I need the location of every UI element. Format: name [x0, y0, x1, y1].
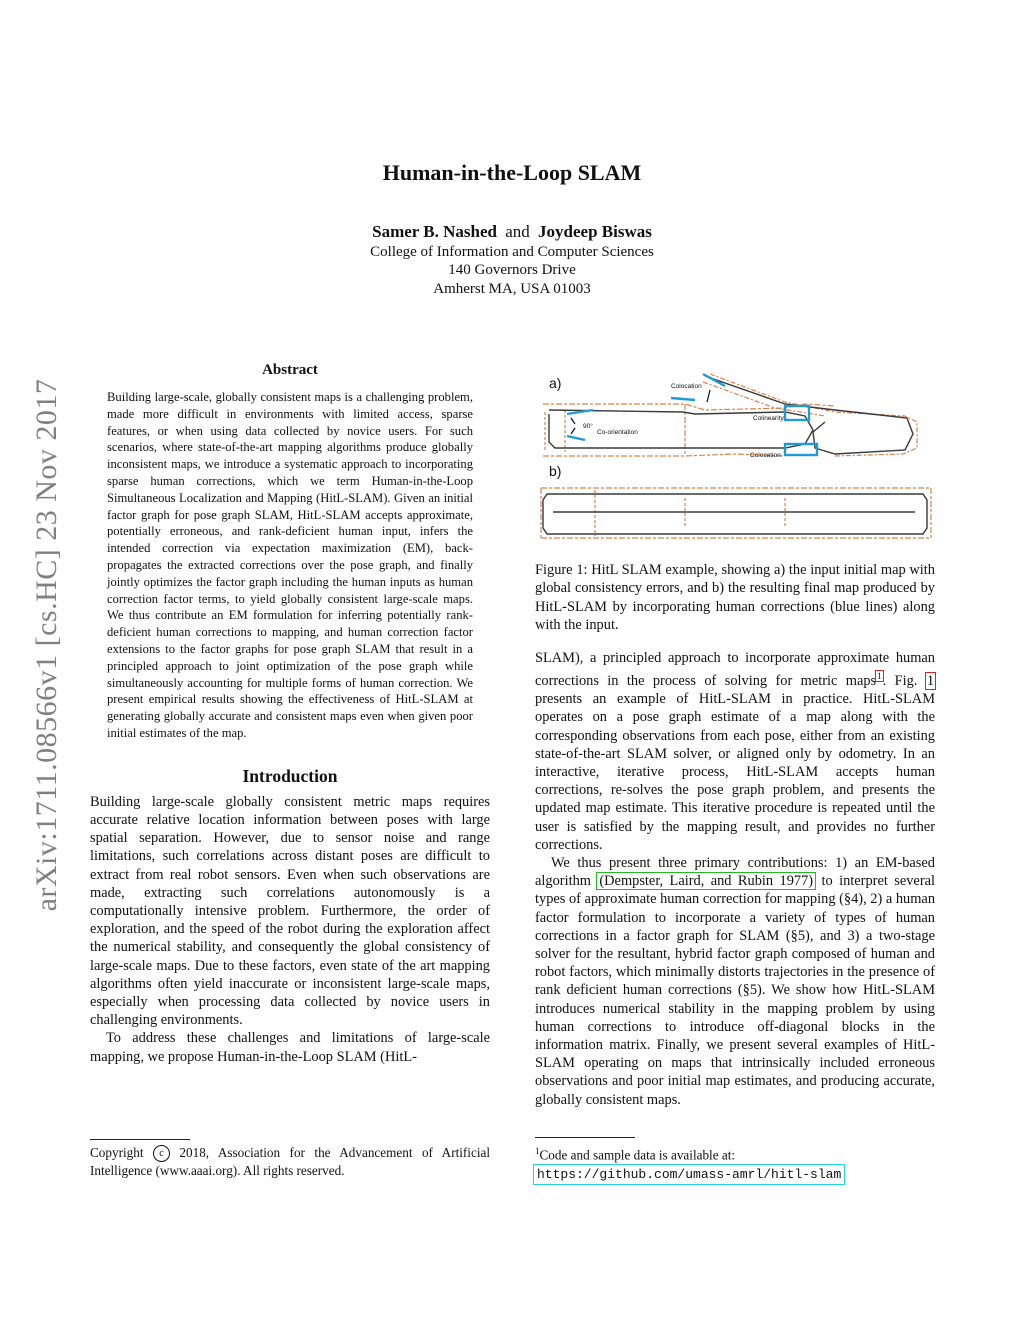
- footnote-1: [535, 1143, 935, 1183]
- right-paragraph-2: We thus present three primary contributions: 1) an EM-based algorithm (Dempster, Laird, and Rubin 1977) to interpret several types of approximate human correction for mapping (§4), 2) a human factor formulation to incorporate a variety of types of human corrections in a factor graph for SLAM (§5), and 3) a two-stage solver for the resultant, hybrid factor graph composed of human and robot factors, which minimally distorts trajectories in the presence of rank deficient human corrections (§5). We show how HitL-SLAM introduces numerical stability in the mapping problem by using human corrections to introduce off-diagonal blocks in the information matrix. Finally, we present several examples of HitL-SLAM operating on maps that intrinsically included erroneous observations and poor initial map estimates, and producing accurate, globally consistent maps.: [535, 855, 936, 1108]
- arxiv-stamp: [31, 345, 63, 945]
- figure-1-caption: Figure 1: HitL SLAM example, showing a) the input initial map with global consistency errors, and b) the resulting final map produced by HitL-SLAM by incorporating human corrections (blue lines) along with the input.: [535, 562, 935, 634]
- annotation-co-orientation: Co-orientation: [597, 429, 638, 436]
- annotation-angle: 90°: [583, 423, 593, 430]
- right-paragraph-1: SLAM), a principled approach to incorporate approximate human corrections in the process of solving for metric maps$^1$. Fig. 1 presents an example of HitL-SLAM in practice. HitL-SLAM operates on a pose graph estimate of a map along with the corresponding observations from each pose, either from an existing state-of-the-art SLAM solver, or aligned only by odometry. In an interactive, iterative process, HitL-SLAM accepts human corrections, re-solves the pose graph problem, and presents the updated map estimate. This iterative procedure is repeated until the user is satisfied by the mapping result, and provides no further corrections.: [535, 650, 935, 853]
- copyright-notice: [90, 1144, 490, 1179]
- annotation-colocation-bottom: Colocation: [750, 452, 781, 459]
- map-b: [541, 488, 931, 538]
- affiliation-line-2: 140 Governors Drive: [448, 262, 576, 278]
- author-1: Samer B. Nashed: [372, 222, 497, 241]
- abstract-text: Building large-scale, globally consistent maps is a challenging problem, made more difficult in environments with limited access, sparse features, or when using data collected by novice users. For such scenarios, where state-of-the-art mapping algorithms produce globally inconsistent maps, we introduce a systematic approach to incorporating sparse human corrections, which we term Human-in-the-Loop Simultaneous Localization and Mapping (HitL-SLAM). Given an initial factor graph for pose graph SLAM, HitL-SLAM accepts approximate, potentially erroneous, and rank-deficient human input, infers the intended correction via expectation maximization (EM), back-propagates the extracted corrections over the pose graph, and finally jointly optimizes the factor graph including the human inputs as human correction factor terms, to yield globally consistent large-scale maps. We thus contribute an EM formulation for inferring potentially rank-deficient human corrections to mapping, and human correction factor extensions to the factor graphs for pose graph SLAM that result in a principled approach to joint optimization of the pose graph while simultaneously accounting for multiple forms of human correction. We present empirical results showing the effectiveness of HitL-SLAM at generating globally accurate and consistent maps even when given poor initial estimates of the map.: [107, 390, 473, 740]
- right-column: [535, 649, 935, 1109]
- panel-b-label: b): [549, 463, 562, 479]
- left-column: [90, 362, 490, 1066]
- introduction-heading: Introduction: [242, 765, 338, 786]
- footnote-rule-right: [535, 1137, 635, 1138]
- affiliation-line-3: Amherst MA, USA 01003: [433, 281, 591, 297]
- footnote-text: Code and sample data is available at:: [539, 1147, 736, 1163]
- copyright-prefix: Copyright: [90, 1145, 144, 1160]
- footnote-link[interactable]: 1: [877, 671, 882, 682]
- copyright-symbol: c: [153, 1145, 170, 1162]
- paper-title: Human-in-the-Loop SLAM: [382, 160, 642, 185]
- author-line: [0, 222, 1024, 242]
- arxiv-id: arXiv:1711.08566v1 [cs.HC] 23 Nov 2017: [30, 378, 63, 912]
- copyright-text: 2018, Association for the Advancement of Artificial Intelligence (www.aaai.org). All rights reserved.: [90, 1145, 491, 1178]
- panel-a-label: a): [549, 375, 562, 391]
- intro-paragraph-1: Building large-scale globally consistent metric maps requires accurate relative location information between poses with large spatial separation. However, due to sensor noise and range limitations, such correlations across distant poses are difficult to extract from real robot sensors. Even when such observations are made, extracting such correlations autonomously is a computationally intensive problem. Furthermore, the order of exploration, and the speed of the robot during the exploration affect the numerical stability, and consequently the global consistency of large-scale maps. Due to these factors, even state of the art mapping algorithms often yield inaccurate or inconsistent large-scale maps, especially when processing data collected by novice users in challenging environments.: [90, 793, 490, 1029]
- map-a: [543, 374, 917, 456]
- intro-paragraph-2: To address these challenges and limitations of large-scale mapping, we propose Human-in-the-Loop SLAM (HitL-: [90, 1030, 490, 1065]
- affiliation-line-1: College of Information and Computer Sciences: [370, 244, 654, 260]
- abstract-heading: Abstract: [262, 362, 318, 378]
- figure-ref-link[interactable]: 1: [926, 673, 935, 689]
- author-2: Joydeep Biswas: [538, 222, 652, 241]
- annotation-colocation-top: Colocation: [671, 383, 702, 390]
- figure-1: [535, 352, 935, 552]
- github-url-link[interactable]: https://github.com/umass-amrl/hitl-slam: [537, 1167, 842, 1183]
- footnote-mark: 1: [535, 1146, 540, 1156]
- annotation-colinearity: Colinearity: [753, 415, 784, 422]
- author-conjunction: and: [505, 222, 530, 241]
- footnote-rule-left: [90, 1139, 190, 1140]
- citation-link[interactable]: (Dempster, Laird, and Rubin 1977): [599, 873, 814, 890]
